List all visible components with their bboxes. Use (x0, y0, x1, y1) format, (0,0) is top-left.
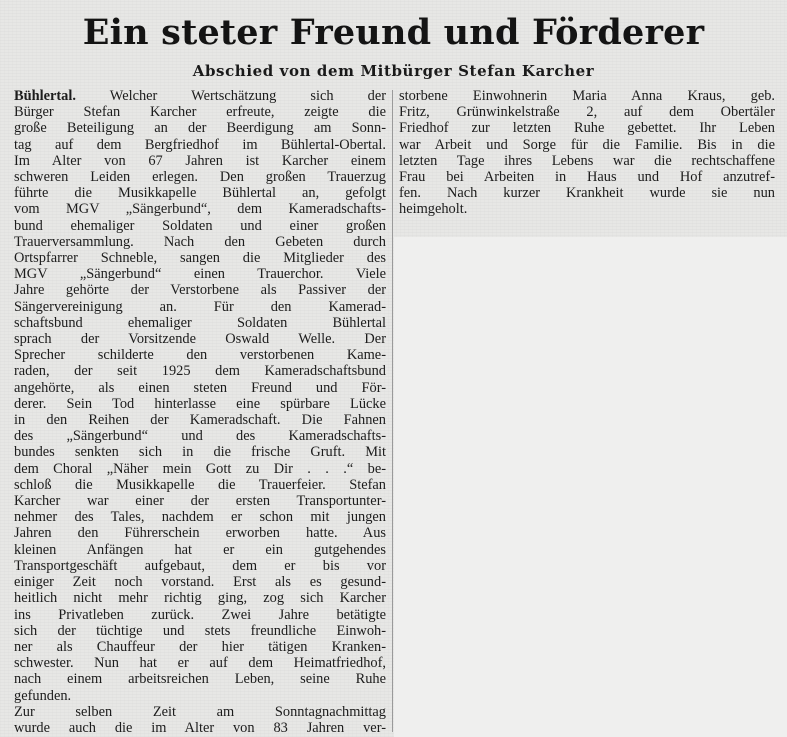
text-line (14, 558, 386, 574)
text-line-content: schaftsbund ehemaliger Soldaten Bühlertal (14, 314, 386, 331)
text-line-content: vom MGV „Sängerbund“, dem Kameradschafts- (14, 201, 386, 218)
text-line (14, 250, 386, 266)
text-line (14, 542, 386, 558)
text-line (399, 185, 775, 201)
text-line-content: dem Choral „Näher mein Gott zu Dir . . .“ be- (14, 460, 386, 477)
text-line-content: große Beteiligung an der Beerdigung am Sonn- (14, 120, 386, 137)
text-line-content: ins Privatleben zurück. Zwei Jahre betätigte (14, 606, 386, 623)
article-column-right (399, 88, 775, 218)
text-line-content: MGV „Sängerbund“ einen Trauerchor. Viele (14, 266, 386, 283)
text-line-content: Zur selben Zeit am Sonntagnachmittag (14, 703, 386, 720)
text-line-content: tag auf dem Bergfriedhof im Bühlertal-Obertal. (14, 136, 386, 153)
text-line (14, 234, 386, 250)
text-line (14, 104, 386, 120)
text-line (14, 363, 386, 379)
text-line-content: fen. Nach kurzer Krankheit wurde sie nun (399, 185, 775, 202)
text-line-content: nehmer des Tales, nachdem er schon mit jungen (14, 509, 386, 526)
text-line-content: letzten Tage ihres Lebens war die rechtschaffene (399, 152, 775, 169)
text-line (14, 347, 386, 363)
text-line-content: ner als Chauffeur der hier tätigen Kranken- (14, 638, 386, 655)
text-line (14, 282, 386, 298)
text-line-content: Frau bei Arbeiten in Haus und Hof anzutref- (399, 169, 775, 186)
text-line-content: Jahre gehörte der Verstorbene als Passiver der (14, 282, 386, 299)
text-line (14, 525, 386, 541)
text-line-content: nach einem arbeitsreichen Leben, seine Ruhe (14, 671, 386, 688)
text-line (399, 120, 775, 136)
text-line (399, 169, 775, 185)
text-line (14, 331, 386, 347)
text-line-content: raden, der seit 1925 dem Kameradschaftsbund (14, 363, 386, 380)
text-line (14, 137, 386, 153)
text-line-content: schwester. Nun hat er auf dem Heimatfriedhof, (14, 655, 386, 672)
text-line-content: Sängervereinigung an. Für den Kamerad- (14, 298, 386, 315)
text-line (14, 412, 386, 428)
text-line (14, 590, 386, 606)
text-line (14, 120, 386, 136)
text-line-content: derer. Sein Tod hinterlasse eine spürbare Lücke (14, 395, 386, 412)
text-line (14, 461, 386, 477)
text-line (14, 574, 386, 590)
article-headline: Ein steter Freund und Förderer (82, 12, 705, 53)
article-subheadline: Abschied von dem Mitbürger Stefan Karcher (192, 62, 595, 80)
text-line (399, 153, 775, 169)
text-line-content: gefunden. (14, 687, 72, 704)
text-line-content: Trauerversammlung. Nach den Gebeten durch (14, 233, 386, 250)
text-line (14, 218, 386, 234)
text-line (14, 266, 386, 282)
text-line-content: wurde auch die im Alter von 83 Jahren ver- (14, 719, 386, 736)
text-line (14, 623, 386, 639)
text-line (14, 380, 386, 396)
text-line-content: heimgeholt. (399, 201, 468, 218)
text-line (14, 185, 386, 201)
text-line-content: Sprecher schilderte den verstorbenen Kame- (14, 347, 386, 364)
text-line-content: schloß die Musikkapelle die Trauerfeier. Stefan (14, 476, 386, 493)
text-line-content: in den Reihen der Kameradschaft. Die Fahnen (14, 412, 386, 429)
text-line (14, 704, 386, 720)
text-line (14, 655, 386, 671)
text-line-content: angehörte, als einen steten Freund und För- (14, 379, 386, 396)
text-line (14, 688, 386, 704)
text-line (14, 444, 386, 460)
text-line (14, 671, 386, 687)
text-line (14, 88, 386, 104)
text-line (14, 493, 386, 509)
text-line (399, 137, 775, 153)
text-line-content: Jahren den Führerschein erworben hatte. Aus (14, 525, 386, 542)
text-line-content: Friedhof zur letzten Ruhe gebettet. Ihr Leben (399, 120, 775, 137)
text-line-content: sprach der Vorsitzende Oswald Welle. Der (14, 331, 386, 348)
text-line (14, 169, 386, 185)
text-line (14, 299, 386, 315)
text-line-content: Transportgeschäft aufgebaut, dem er bis vor (14, 557, 386, 574)
text-line (399, 201, 775, 217)
text-line-content: bundes senkten sich in die frische Gruft. Mit (14, 444, 386, 461)
text-line-content: storbene Einwohnerin Maria Anna Kraus, geb. (399, 88, 775, 104)
text-line-content: sich der tüchtige und stets freundliche Einwoh- (14, 622, 386, 639)
text-line (14, 315, 386, 331)
text-line (14, 720, 386, 736)
text-line (399, 104, 775, 120)
text-line-content: des „Sängerbund“ und des Kameradschafts- (14, 428, 386, 445)
text-line-content: Ortspfarrer Schneble, sangen die Mitglieder des (14, 250, 386, 267)
text-line (14, 639, 386, 655)
text-line-content: einiger Zeit noch vorstand. Erst als es gesund- (14, 574, 386, 591)
text-line (14, 396, 386, 412)
text-line (14, 428, 386, 444)
text-line (14, 201, 386, 217)
dateline: Bühlertal. (14, 88, 76, 104)
text-line (14, 153, 386, 169)
text-line-content: Bürger Stefan Karcher erfreute, zeigte die (14, 104, 386, 121)
text-line-content: Im Alter von 67 Jahren ist Karcher einem (14, 152, 386, 169)
blank-page-area (394, 237, 787, 737)
text-line-content: war Arbeit und Sorge für die Familie. Bis in die (399, 136, 775, 153)
text-line (14, 607, 386, 623)
column-divider (392, 90, 393, 732)
text-line-content: Welcher Wertschätzung sich der (75, 88, 386, 104)
text-line-content: bund ehemaliger Soldaten und einer großen (14, 217, 386, 234)
text-line (399, 88, 775, 104)
text-line-content: Karcher war einer der ersten Transportunter- (14, 493, 386, 510)
text-line-content: kleinen Anfängen hat er ein gutgehendes (14, 541, 386, 558)
text-line-content: schweren Leiden erlegen. Den großen Trauerzug (14, 169, 386, 186)
text-line-content: Fritz, Grünwinkelstraße 2, auf dem Obertäler (399, 104, 775, 121)
text-line-content: führte die Musikkapelle Bühlertal an, gefolgt (14, 185, 386, 202)
text-line (14, 477, 386, 493)
text-line-content: heitlich nicht mehr richtig ging, zog sich Karcher (14, 590, 386, 607)
text-line (14, 509, 386, 525)
article-column-left (14, 88, 386, 736)
